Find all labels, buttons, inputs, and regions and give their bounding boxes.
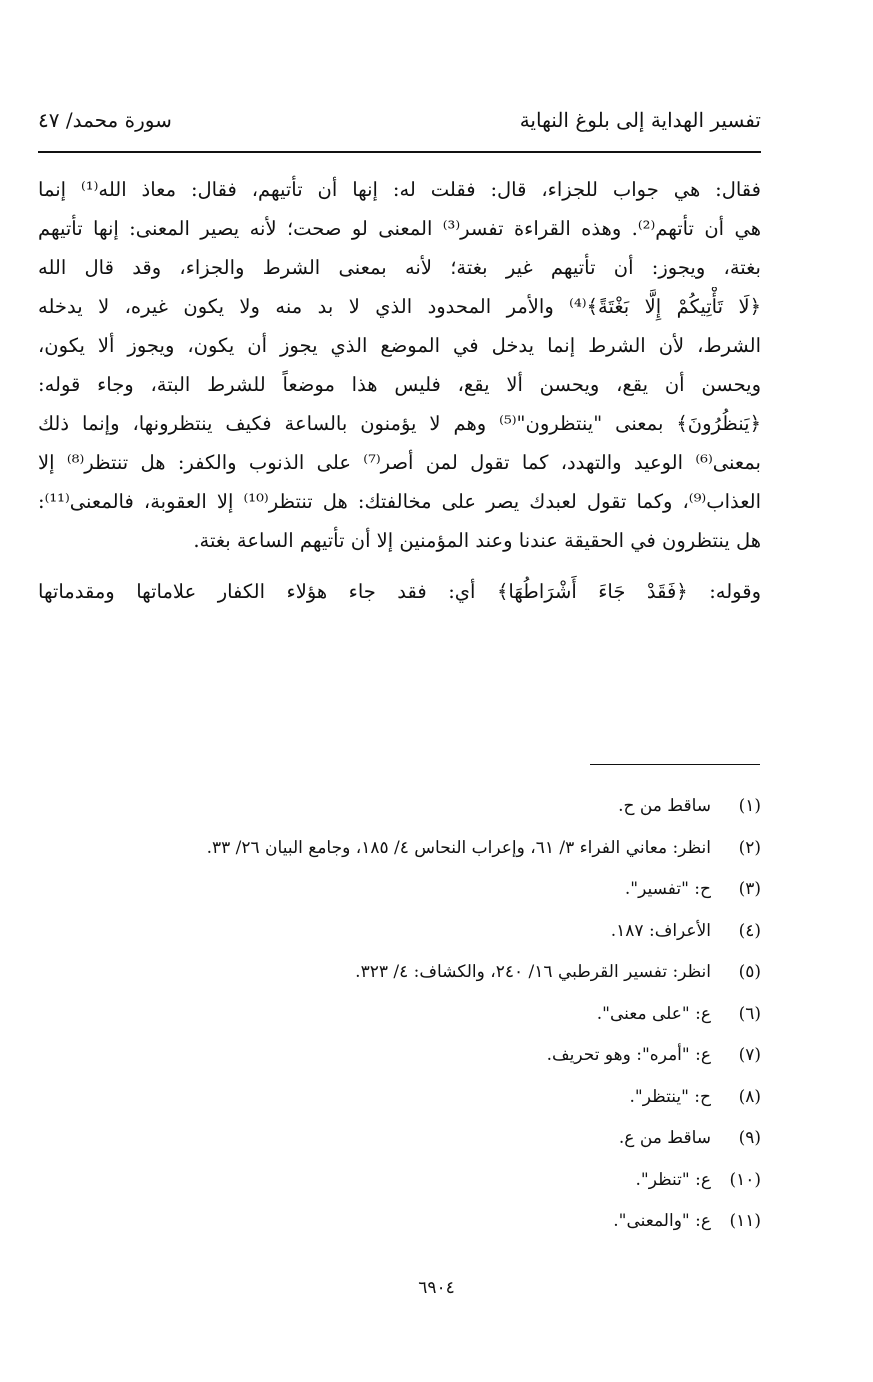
running-header xyxy=(38,106,761,146)
paragraph-gap xyxy=(38,560,761,572)
footnote-text: ساقط من ح. xyxy=(618,796,711,816)
footnote-number: (١) xyxy=(738,796,761,816)
footnote-text: ع: "والمعنى". xyxy=(613,1211,711,1231)
footnote-text: ع: "تنظر". xyxy=(635,1169,711,1190)
main-text xyxy=(38,170,761,611)
footnote-item xyxy=(38,828,761,870)
footnote-rule xyxy=(590,764,760,765)
header-rule xyxy=(38,151,761,153)
text-line: فقال: هي جواب للجزاء، قال: فقلت له: إنها أن تأتيهم، فقال: معاذ الله⁽¹⁾ إنما xyxy=(38,178,761,201)
footnote-item xyxy=(38,869,761,911)
footnote-number: (٢) xyxy=(738,837,761,858)
text-line: الشرط، لأن الشرط إنما يدخل في الموضع الذي يجوز أن يكون، ويجوز ألا يكون، xyxy=(38,334,761,357)
footnote-number: (٦) xyxy=(738,1003,761,1024)
text-line: هي أن تأتهم⁽²⁾. وهذه القراءة تفسر⁽³⁾ المعنى لو صحت؛ لأنه يصير المعنى: إنها تأتيهم xyxy=(38,217,761,240)
footnote-item xyxy=(38,1118,761,1160)
footnote-item xyxy=(38,1035,761,1077)
footnotes xyxy=(38,786,761,1243)
surah-label: سورة محمد/ ٤٧ xyxy=(38,108,172,132)
text-line: ويحسن أن يقع، ويحسن ألا يقع، فليس هذا موضعاً للشرط البتة، وجاء قوله: xyxy=(38,373,761,396)
footnote-number: (٨) xyxy=(738,1086,761,1107)
footnote-item xyxy=(38,1201,761,1243)
footnote-text: انظر: معاني الفراء ٣/ ٦١، وإعراب النحاس ٤/ ١٨٥، وجامع البيان ٢٦/ ٣٣. xyxy=(206,837,711,858)
footnote-number: (١٠) xyxy=(729,1169,761,1190)
text-line: العذاب⁽⁹⁾، وكما تقول لعبدك يصر على مخالفتك: هل تنتظر⁽¹⁰⁾ إلا العقوبة، فالمعنى⁽¹¹⁾: xyxy=(38,490,761,513)
footnote-text: ساقط من ع. xyxy=(618,1128,711,1148)
footnote-number: (٩) xyxy=(738,1128,761,1148)
footnote-item xyxy=(38,1160,761,1202)
text-line: ﴿يَنظُرُونَ﴾ بمعنى "ينتظرون"⁽⁵⁾ وهم لا يؤمنون بالساعة فكيف ينتظرونها، وإنما ذلك xyxy=(38,412,761,435)
text-line: ﴿لَا تَأْتِيكُمْ إِلَّا بَغْتَةً﴾⁽⁴⁾ والأمر المحدود الذي لا بد منه ولا يكون غيره، لا يدخله xyxy=(38,295,761,318)
book-title: تفسير الهداية إلى بلوغ النهاية xyxy=(519,108,761,132)
footnote-item xyxy=(38,952,761,994)
page-number: ٦٩٠٤ xyxy=(418,1278,455,1298)
footnote-text: انظر: تفسير القرطبي ١٦/ ٢٤٠، والكشاف: ٤/ ٣٢٣. xyxy=(355,962,711,982)
footnote-number: (٤) xyxy=(738,920,761,941)
footnote-number: (٥) xyxy=(738,962,761,982)
footnote-text: ع: "أمره": وهو تحريف. xyxy=(546,1045,711,1065)
footnote-item xyxy=(38,786,761,828)
text-line: هل ينتظرون في الحقيقة عندنا وعند المؤمنين إلا أن تأتيهم الساعة بغتة. xyxy=(193,529,761,552)
footnote-text: ح: "ينتظر". xyxy=(629,1086,711,1107)
text-line: وقوله: ﴿فَقَدْ جَاءَ أَشْرَاطُهَا﴾ أي: فقد جاء هؤلاء الكفار علاماتها ومقدماتها xyxy=(38,580,761,603)
text-line: بمعنى⁽⁶⁾ الوعيد والتهدد، كما تقول لمن أصر⁽⁷⁾ على الذنوب والكفر: هل تنتظر⁽⁸⁾ إلا xyxy=(38,451,761,474)
footnote-text: ح: "تفسير". xyxy=(624,879,711,899)
footnote-item xyxy=(38,1077,761,1119)
footnote-number: (١١) xyxy=(729,1211,761,1231)
footnote-text: ع: "على معنى". xyxy=(596,1003,711,1024)
footnote-number: (٧) xyxy=(738,1045,761,1065)
footnote-item xyxy=(38,994,761,1036)
footnote-number: (٣) xyxy=(738,879,761,899)
footnote-item xyxy=(38,911,761,953)
footnote-text: الأعراف: ١٨٧. xyxy=(610,920,711,941)
text-line: بغتة، ويجوز: أن تأتيهم غير بغتة؛ لأنه بمعنى الشرط والجزاء، وقد قال الله xyxy=(38,256,761,279)
